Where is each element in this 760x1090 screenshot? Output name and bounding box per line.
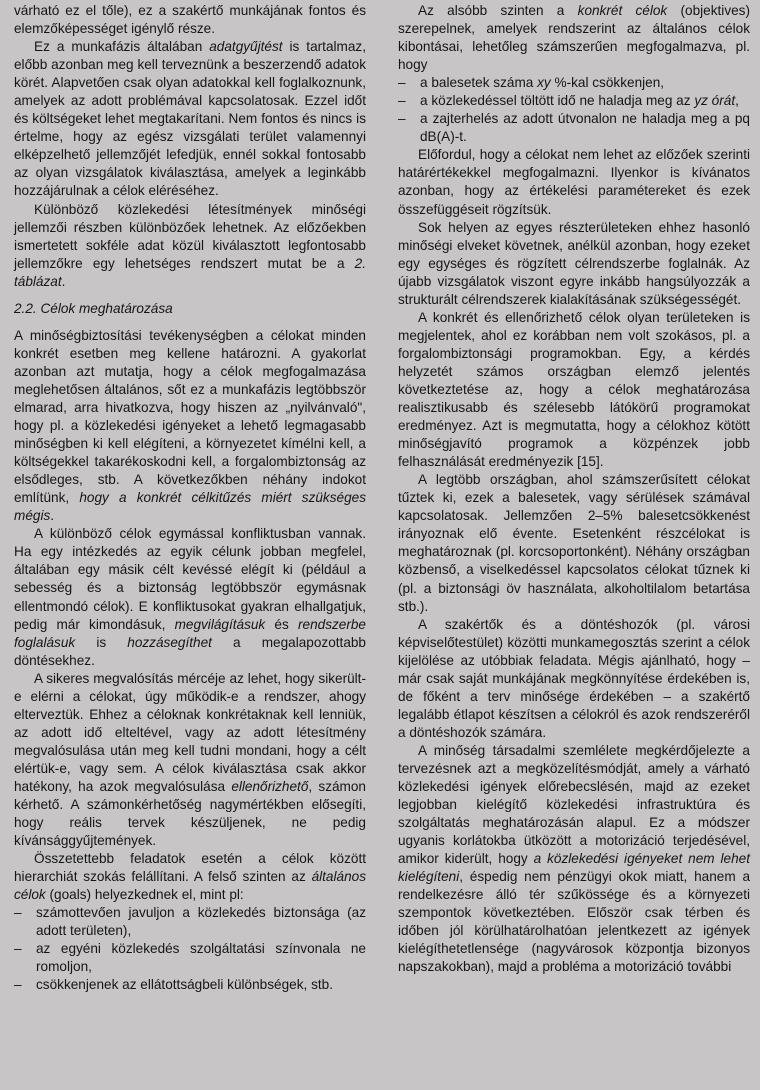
list-item: – a balesetek száma xy %-kal csökkenjen, — [398, 74, 750, 92]
emphasis: ellenőrizhető — [231, 778, 309, 794]
section-heading: 2.2. Célok meghatározása — [14, 300, 173, 316]
paragraph: A különböző célok egymással konfliktusban vannak. Ha egy intézkedés az egyik célunk jobban megfelel, általában egy másik célt kevéssé elégít ki (például a sebesség és a biztonság legtöbbször egymásnak ellentmondó célok). E konfliktusokat gyakran elhallgatjuk, pedig már kimondásuk, megvilágításuk és rendszerbe foglalásuk is hozzásegíthet a megalapozottabb döntésekhez. — [14, 526, 366, 668]
paragraph: Előfordul, hogy a célokat nem lehet az előzőek szerinti határértékekkel megfogalmazni. Ilyenkor is kívánatos azonban, hogy az értékelési paramétereket és ezek összefüggéseit rögzítsük. — [398, 147, 750, 217]
emphasis: yz órát — [694, 93, 736, 109]
emphasis: rendszerbe foglalásuk — [14, 616, 366, 650]
paragraph: Összetettebb feladatok esetén a célok között hierarchiát szokás felállítani. A felső szinten az általános célok (goals) helyezkednek el, mint pl: — [14, 851, 366, 903]
paragraph: A sikeres megvalósítás mércéje az lehet, hogy sikerült-e elérni a célokat, úgy működik-e a rendszer, ahogy elterveztük. Ehhez a céloknak konkrétaknak kell lenniük, az adott idő elteltével, vagy az adott létesítmény megvalósulása után meg kell tudni mondani, hogy a célt elértük-e, vagy sem. A célok kiválasztása csak akkor hatékony, ha azok megvalósulása ellenőrizhető, számon kérhető. A számonkérhetőség nagymértékben elősegíti, hogy reális tervek készüljenek, ne pedig kívánsággyűjtemények. — [14, 670, 366, 849]
paragraph: A szakértők és a döntéshozók (pl. városi képviselőtestület) közötti munkamegosztás szerint a célok kijelölése az utóbbiak feladata. Mégis ajánlható, hogy – már csak saját munkájának megkönnyítése érdekében is, de főként a terv minősége érdekében – a szakértő legalább étlapot készítsen a célokról és azok rendszeréről a döntéshozók számára. — [398, 616, 750, 740]
emphasis: a közlekedési igényeket nem lehet kielégíteni — [398, 851, 750, 885]
paragraph: Az alsóbb szinten a konkrét célok (objektives) szerepelnek, amelyek rendszerint az általános célok kibontásai, lehetőleg számszerűen megfogalmazva, pl. hogy — [398, 3, 751, 73]
emphasis: konkrét célok — [577, 3, 668, 18]
paragraph: A konkrét és ellenőrizhető célok olyan területeken is megjelentek, ahol ez korábban nem volt szokásos, pl. a forgalombiztonsági programokban. Egy, a kérdés helyzetét számos országban elemző jelentés következtetése az, hogy a célok meghatározása realisztikusabb és szélesebb látókörű programokat eredményez. Azt is megmutatta, hogy a célokhoz kötött minőségjavító programok a közpénzek jobb felhasználását eredményezik [15]. — [398, 309, 750, 470]
list-item: – a közlekedéssel töltött idő ne haladja meg az yz órát, — [398, 92, 750, 110]
emphasis: hogy a konkrét célkitűzés miért szükséges mégis — [14, 490, 366, 524]
paragraph: várható ez el tőle), ez a szakértő munkájának fontos és elemzőképességet igénylő része. — [14, 3, 366, 37]
paragraph: A minőség társadalmi szemlélete megkérdőjelezte a tervezésnek azt a megközelítésmódját, amely a várható közlekedési igények előrebecslésén, majd az ezeket legjobban kielégítő közlekedési infrastruktúra és szolgáltatás meghatározásán alapul. Ez a módszer ugyanis korlátokba ütközött a motorizáció terjedésével, amikor kiderült, hogy a közlekedési igényeket nem lehet kielégíteni, éspedig nem pénzügyi okok miatt, hanem a rendelkezésre álló tér szűkössége és a környezeti szempontok következtében. Először csak térben és időben jól körülhatárolhatóan jelentkezett az igények kielégíthetetlensége (nagyvárosok központja bizonyos napszakokban), majd a probléma a motorizáció további — [398, 742, 750, 975]
list-item: – csökkenjenek az ellátottságbeli különbségek, stb. — [14, 976, 366, 994]
table-reference: 2. táblázat — [14, 255, 366, 289]
paragraph: A legtöbb országban, ahol számszerűsített célokat tűztek ki, ezek a balesetek, vagy sérülések számával kapcsolatosak. Jellemzően 2–5% balesetcsökkenést irányoznak elő évente. Esetenként részcélokat is meghatároznak (pl. korcsoportonként). Néhány országban közbenső, a viselkedéssel kapcsolatos célokat tűznek ki (pl. a biztonsági öv használata, alkoholtilalom betartása stb.). — [398, 472, 750, 614]
emphasis: xy — [537, 75, 551, 91]
list-item: – az egyéni közlekedés szolgáltatási színvonala ne romoljon, — [14, 940, 366, 976]
list-item: – a zajterhelés az adott útvonalon ne haladja meg a pq dB(A)-t. — [398, 110, 750, 146]
emphasis: adatgyűjtést — [209, 39, 283, 55]
paragraph: Ez a munkafázis általában adatgyűjtést is tartalmaz, előbb azonban meg kell terveznünk a beszerzendő adatok körét. Alapvetően csak olyan adatokkal kell foglalkoznunk, amelyek az adott problémával kapcsolatosak. Ezzel időt és költségeket lehet megtakarítani. Nem fontos és nincs is értelme, hogy az egész vizsgálati terület valamennyi elképzelhető jellemzőjét lefedjük, ennél sokkal fontosabb az olyan vizsgálatok kiválasztása, amelyek a leginkább hozzájárulnak a célok eléréséhez. — [14, 39, 366, 199]
emphasis: megvilágításuk — [174, 616, 266, 632]
paragraph: Különböző közlekedési létesítmények minőségi jellemzői részben különbözőek lehetnek. Az előzőekben ismertetett sokféle adat közül kiválasztott legfontosabb jellemzőkre egy lehetséges rendszert mutat be a 2. táblázat. — [14, 201, 366, 289]
emphasis: általános célok — [14, 869, 366, 903]
right-column — [398, 2, 750, 977]
paragraph: Sok helyen az egyes részterületeken ehhez hasonló minőségi elveket követnek, anélkül azonban, hogy ezeket egy egységes és rögzített célrendszerbe foglalnák. Az újabb vizsgálatok viszont egyre inkább hangsúlyozzák a strukturált célrendszerek kialakításának szükségességét. — [398, 219, 750, 307]
paragraph: A minőségbiztosítási tevékenységben a célokat minden konkrét esetben meg kellene határozni. A gyakorlat azonban azt mutatja, hogy a célok megfogalmazása meglehetősen általános, sőt ez a munkafázis legtöbbször elmarad, arra hivatkozva, hogy hiszen az „nyilvánvaló", hogy pl. a közlekedési igényeket a lehető legmagasabb minőségben ki kell elégíteni, a környezetet kímélni kell, a költségekkel takarékoskodni kell, a forgalombiztonság az elsődleges, stb. A következőkben néhány indokot említünk, hogy a konkrét célkitűzés miért szükséges mégis. — [14, 327, 366, 524]
left-column — [14, 2, 366, 995]
list-item: – számottevően javuljon a közlekedés biztonsága (az adott területen), — [14, 904, 366, 940]
emphasis: hozzásegíthet — [127, 634, 212, 650]
